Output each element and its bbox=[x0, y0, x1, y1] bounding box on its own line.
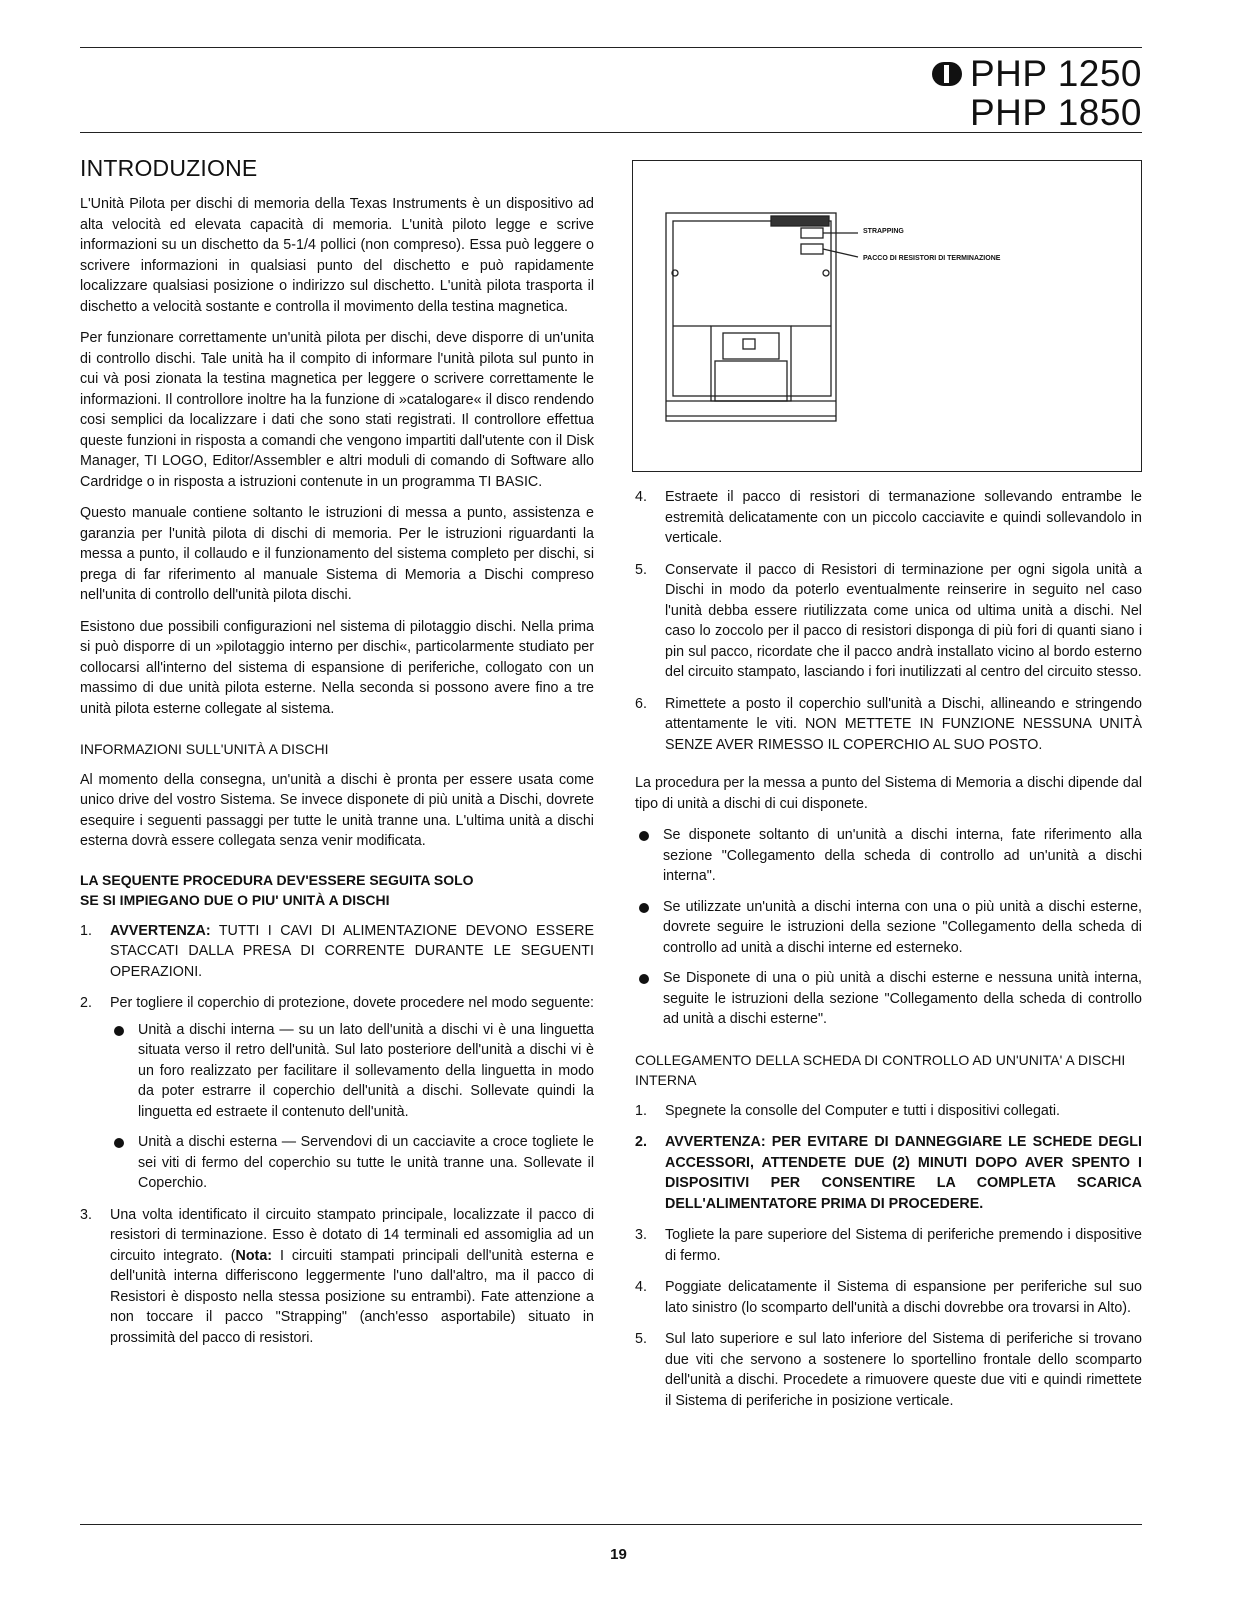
item-number: 4. bbox=[635, 1279, 647, 1295]
subsection-title: COLLEGAMENTO DELLA SCHEDA DI CONTROLLO AD UN'UNITA' A DISCHI INTERNA bbox=[635, 1051, 1126, 1088]
connection-steps bbox=[635, 1101, 1142, 1412]
bullet-item: Unità a dischi interna — su un lato dell'unità a dischi vi è una linguetta situata verso il retro dell'unità. Sul lato posteriore dell'unità a dischi vi è un foro realizzato per facilitare il sollevamento della linguetta in modo da poter estrarre il coperchio dell'unità a dischi. Sollevate quindi la linguetta ed estraete il contenuto dell'unità. bbox=[110, 1020, 594, 1123]
item-text: Spegnete la consolle del Computer e tutti i dispositivi collegati. bbox=[665, 1102, 1060, 1119]
list-item bbox=[80, 1205, 594, 1349]
page-number: 19 bbox=[610, 1546, 627, 1563]
item-text: Rimettete a posto il coperchio sull'unità a Dischi, allineando e stringendo attentamente le viti. NON METTETE IN FUNZIONE NESSUNA UNITÀ SENZE AVER RIMESSO IL COPERCHIO AL SUO POSTO. bbox=[665, 695, 1142, 753]
procedure-list bbox=[80, 921, 594, 1349]
footer-rule bbox=[80, 1524, 1142, 1525]
paragraph: Esistono due possibili configurazioni nel sistema di pilotaggio dischi. Nella prima si può disporre di un »pilotaggio interno per dischi«, particolarmente studiato per collocarsi all'interno del sistema di espansione di periferiche, collogato con un massimo di due unità pilota esterne. Nella seconda si possono avere fino a tre unità pilota esterne collegate al sistema. bbox=[80, 618, 594, 717]
item-text: Una volta identificato il circuito stampato principale, localizzate il pacco di resistori di terminazione. Esso è dotato di 14 terminali ed assomiglia ad un circuito integrato. ( bbox=[110, 1206, 594, 1264]
item-text: Per togliere il coperchio di protezione, dovete procedere nel modo seguente: bbox=[110, 995, 595, 1011]
right-column bbox=[635, 487, 1142, 1422]
bullet-item: Se Disponete di una o più unità a dischi esterne e nessuna unità interna, seguite le istruzioni della sezione "Collegamento della scheda di controllo ad unità a dischi esterne". bbox=[635, 968, 1142, 1030]
bullet-item: Unità a dischi esterna — Servendovi di un cacciavite a croce togliete le sei viti di fermo del coperchio su tutte le unità tranne una. Sollevate il Coperchio. bbox=[110, 1132, 594, 1194]
label-strapping: STRAPPING bbox=[863, 228, 904, 235]
label-pacco: PACCO DI RESISTORI DI TERMINAZIONE bbox=[863, 255, 1001, 262]
section-title: INTRODUZIONE bbox=[80, 155, 258, 181]
warning-label: AVVERTENZA: bbox=[110, 922, 211, 939]
item-text: Togliete la pare superiore del Sistema di periferiche premendo i dispositive di fermo. bbox=[665, 1227, 1142, 1264]
paragraph: L'Unità Pilota per dischi di memoria della Texas Instruments è un dispositivo ad alta velocità ed elevata capacità di memoria. L'unità piloto legge e scrive informazioni su un dischetto da 5-1/4 pollici (non compreso). Essa può leggere o scrivere informazioni in qualsiasi punto del dischetto e può rapidamente localizzare qualsiasi posizione o indirizzo sul dischetto. L'unità pilota trasporta il dischetto a velocità sostante e controlla il movimento della testina magnetica. bbox=[80, 196, 594, 315]
item-text: I circuiti stampati principali dell'unità esterna e dell'unità interna differiscono leggermente l'uno dall'altro, ma il pacco di Resistori è disposto nella stessa posizione su entrambi). Fate attenzione a non toccare il pacco "Strapping" (anch'esso asportabile) situato in prossimità del pacco di resistori. bbox=[110, 1247, 594, 1346]
circuit-board-figure bbox=[632, 160, 1142, 472]
header-rule bbox=[80, 132, 1142, 133]
list-item bbox=[635, 560, 1142, 683]
bullet-item: Se utilizzate un'unità a dischi interna con una o più unità a dischi esterne, dovrete seguire le istruzioni della sezione "Collegamento della scheda di controllo ad unità a dischi interne ed esterneko. bbox=[635, 897, 1142, 959]
list-item bbox=[635, 694, 1142, 756]
item-text: Poggiate delicatamente il Sistema di espansione per periferiche sul suo lato sinistro (lo scomparto dell'unità a dischi dovrebbe ora trovarsi in Alto). bbox=[665, 1279, 1142, 1316]
paragraph: Al momento della consegna, un'unità a dischi è pronta per essere usata come unico drive del vostro Sistema. Se invece disponete di più unità a Dischi, dovrete esequire i seguenti passaggi per tutte le unità tranne una. L'ultima unità a dischi esterna dovrà essere collegata senza venir modificata. bbox=[80, 771, 594, 849]
item-text: Estraete il pacco di resistori di termanazione sollevando entrambe le estremità delicatamente con un piccolo cacciavite e quindi sollevandolo in verticale. bbox=[665, 489, 1142, 546]
item-text: AVVERTENZA: PER EVITARE DI DANNEGGIARE LE SCHEDE DEGLI ACCESSORI, ATTENDETE DUE (2) MINUTI DOPO AVER SPENTO I DISPOSITIVI PER CONSENTIRE LA COMPLETA SCARICA DELL'ALIMENTATORE PRIMA DI PROCEDERE. bbox=[665, 1134, 1142, 1212]
procedure-heading-line-1: LA SEQUENTE PROCEDURA DEV'ESSERE SEGUITA SOLO bbox=[80, 871, 474, 888]
paragraph: Per funzionare correttamente un'unità pilota per dischi, deve disporre di un'unita di controllo dischi. Tale unità ha il compito di informare l'unità pilota sul punto in cui và posi zionata la testina magnetica per leggere o scrivere correttamente le informazioni. Il controllore inoltre ha la funzione di »catalogare« il disco rendendo cosi semplici da localizzare i dati che sono stati registrati. Il controllore effettua queste funzioni in risposta a comandi che vengono impartiti dall'utente con il Disk Manager, TI LOGO, Editor/Assembler e altri moduli di comando di Software allo Cardridge o in risposta a istruzioni contenute in un programma TI BASIC. bbox=[80, 330, 594, 490]
list-item bbox=[635, 487, 1142, 549]
list-item bbox=[635, 1277, 1142, 1318]
note-label: Nota: bbox=[235, 1247, 273, 1264]
procedure-heading bbox=[80, 870, 594, 911]
strapping-socket bbox=[801, 228, 823, 238]
item-number: 4. bbox=[635, 489, 647, 505]
subsection-title: INFORMAZIONI SULL'UNITÀ A DISCHI bbox=[80, 741, 329, 757]
list-item bbox=[80, 921, 594, 983]
bullet-list bbox=[110, 1020, 594, 1194]
procedure-heading-line-2: SE SI IMPIEGANO DUE O PIU' UNITÀ A DISCHI bbox=[80, 892, 390, 908]
item-number: 5. bbox=[635, 1331, 647, 1347]
bullet-item: Se disponete soltanto di un'unità a dischi interna, fate riferimento alla sezione "Collegamento della scheda di controllo ad un'unità a dischi interna". bbox=[635, 825, 1142, 887]
item-text: Conservate il pacco di Resistori di terminazione per ogni sigola unità a Dischi in modo da poterlo eventualmente reinserire in seguito nel caso l'unità debba essere riutilizzata come unica od ultima unità a dischi. Nel caso lo zoccolo per il pacco di resistori disponga di più fori di quanti siano i pin sul pacco, ricordate che il pacco andrà installato vicino al bordo esterno del circuito stampato, lasciando i fori inutilizzati al centro del circuito stesso. bbox=[665, 561, 1142, 680]
left-column bbox=[80, 150, 594, 1359]
resistor-pack-socket bbox=[801, 244, 823, 254]
item-number: 1. bbox=[80, 922, 92, 939]
item-number: 2. bbox=[635, 1134, 647, 1150]
item-text: Sul lato superiore e sul lato inferiore del Sistema di periferiche si trovano due viti che servono a sostenere lo sportellino frontale dello scomparto dell'unità a dischi. Procedete a rimuovere queste due viti e quindi rimettete il Sistema di periferiche in posizione verticale. bbox=[665, 1331, 1142, 1409]
list-item bbox=[635, 1225, 1142, 1266]
list-item bbox=[635, 1132, 1142, 1214]
procedure-list-continued bbox=[635, 487, 1142, 755]
paragraph: La procedura per la messa a punto del Sistema di Memoria a dischi dipende dal tipo di unità a dischi di cui disponete. bbox=[635, 775, 1142, 812]
page-header bbox=[932, 54, 1142, 132]
item-number: 1. bbox=[635, 1102, 647, 1119]
item-number: 3. bbox=[635, 1227, 647, 1243]
list-item bbox=[635, 1101, 1142, 1122]
list-item bbox=[80, 993, 594, 1194]
model-line-1: PHP 1250 bbox=[970, 53, 1142, 94]
board-diagram bbox=[633, 161, 1140, 470]
item-number: 6. bbox=[635, 695, 647, 712]
item-number: 3. bbox=[80, 1206, 92, 1223]
top-rule bbox=[80, 47, 1142, 48]
item-number: 5. bbox=[635, 561, 647, 578]
item-number: 2. bbox=[80, 995, 92, 1011]
ti-logo-icon bbox=[932, 62, 962, 86]
model-line-2: PHP 1850 bbox=[970, 92, 1142, 133]
bullet-list bbox=[635, 825, 1142, 1030]
item-text: TUTTI I CAVI DI ALIMENTAZIONE DEVONO ESSERE STACCATI DALLA PRESA DI CORRENTE DURANTE LE SEGUENTI OPERAZIONI. bbox=[110, 922, 594, 980]
paragraph: Questo manuale contiene soltanto le istruzioni di messa a punto, assistenza e garanzia per l'unità pilota di dischi di memoria. Per le istruzioni riguardanti la messa a punto, il collaudo e il funzionamento del sistema completo per dischi, si prega di far riferimento al manuale Sistema di Memoria a Dischi compreso nell'unita di controllo dell'unità pilota dischi. bbox=[80, 505, 594, 603]
list-item bbox=[635, 1329, 1142, 1411]
